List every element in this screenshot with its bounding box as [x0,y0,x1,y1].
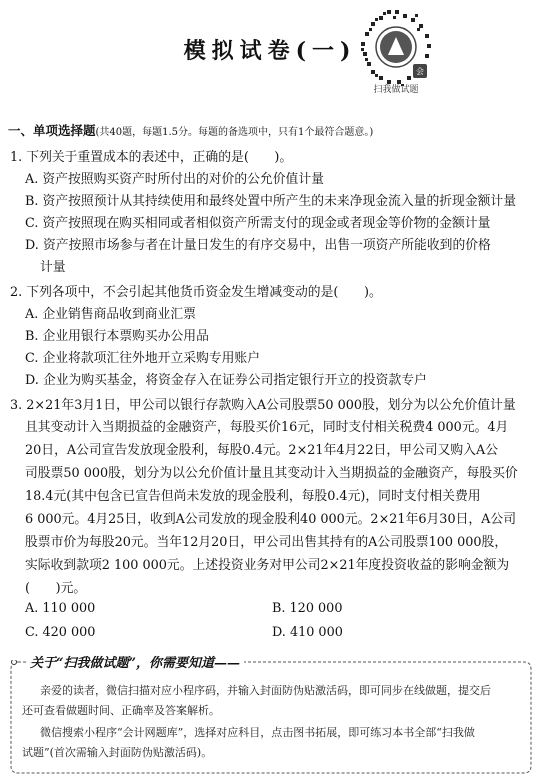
question-3-stem-line-5: 18.4元(其中包含已宣告但尚未发放的现金股利，每股0.4元)，同时支付相关费用 [25,489,481,504]
question-3-stem-line-1: 3. 2×21年3月1日，甲公司以银行存款购入A公司股票50 000股，划分为以公允价值计量 [10,398,516,413]
question-2-stem: 2. 下列各项中，不会引起其他货币资金发生增减变动的是( )。 [10,285,382,300]
qr-code-icon[interactable] [357,8,435,86]
qr-caption: 扫我做试题 [373,85,419,95]
section-heading [8,121,533,139]
question-2-option-a[interactable]: A. 企业销售商品收到商业汇票 [25,307,196,322]
question-3-option-a[interactable]: A. 110 000 [25,601,96,616]
about-title: 关于“扫我做试题”，你需要知道—— [26,652,244,671]
question-3-stem-line-3: 20日，A公司宣告发放现金股利，每股0.4元。2×21年4月22日，甲公司又购入A公 [25,443,499,458]
question-1-option-b[interactable]: B. 资产按照预计从其持续使用和最终处置中所产生的未来净现金流入量的折现金额计量 [25,194,517,209]
question-3-option-c[interactable]: C. 420 000 [25,625,96,640]
question-1-option-d-continued: 计量 [40,260,66,275]
question-1-option-c[interactable]: C. 资产按照现在购买相同或者相似资产所需支付的现金或者现金等价物的金额计量 [25,216,491,231]
question-2-option-c[interactable]: C. 企业将款项汇往外地开立采购专用账户 [25,351,261,366]
section-title: 一、单项选择题 [8,123,96,138]
about-line-4: 试题”(首次需输入封面防伪贴激活码)。 [22,746,213,759]
page-title: 模拟试卷(一) [183,38,357,64]
about-line-2: 还可查看做题时间、正确率及答案解析。 [22,704,220,717]
question-3-stem-line-6: 6 000元。4月25日，收到A公司发放的现金股利40 000元。2×21年6月30日，A公司 [25,512,517,527]
question-3-stem-line-9: ( )元。 [25,581,87,596]
question-1-stem: 1. 下列关于重置成本的表述中，正确的是( )。 [10,150,293,165]
question-3-stem-line-2: 且其变动计入当期损益的金融资产，每股买价16元，同时支付相关税费4 000元。4月 [25,420,509,435]
question-3-stem-line-4: 司股票50 000股，划分为以公允价值计量且其变动计入当期损益的金融资产，每股买价 [25,466,518,481]
about-line-1: 亲爱的读者，微信扫描对应小程序码，并输入封面防伪贴激活码，即可同步在线做题，提交后 [40,684,491,697]
section-note: (共40题，每题1.5分。每题的备选项中，只有1个最符合题意。) [95,127,374,138]
question-3-stem-line-8: 实际收到款项2 100 000元。上述投资业务对甲公司2×21年度投资收益的影响金额为 [25,558,510,573]
question-3-option-b[interactable]: B. 120 000 [272,601,343,616]
about-line-3: 微信搜索小程序“会计网题库”，选择对应科目，点击图书拓展，即可练习本书全部“扫我做 [40,726,475,739]
svg-text:会: 会 [416,67,424,76]
question-1-option-a[interactable]: A. 资产按照购买资产时所付出的对价的公允价值计量 [25,172,324,187]
question-3-option-d[interactable]: D. 410 000 [272,625,343,640]
question-2-option-d[interactable]: D. 企业为购买基金，将资金存入在证券公司指定银行开立的投资款专户 [25,373,427,388]
question-1-option-d[interactable]: D. 资产按照市场参与者在计量日发生的有序交易中，出售一项资产所能收到的价格 [25,238,491,253]
question-3-stem-line-7: 股票市价为每股20元。当年12月20日，甲公司出售其持有的A公司股票100 000股， [25,535,508,550]
question-2-option-b[interactable]: B. 企业用银行本票购买办公用品 [25,329,209,344]
